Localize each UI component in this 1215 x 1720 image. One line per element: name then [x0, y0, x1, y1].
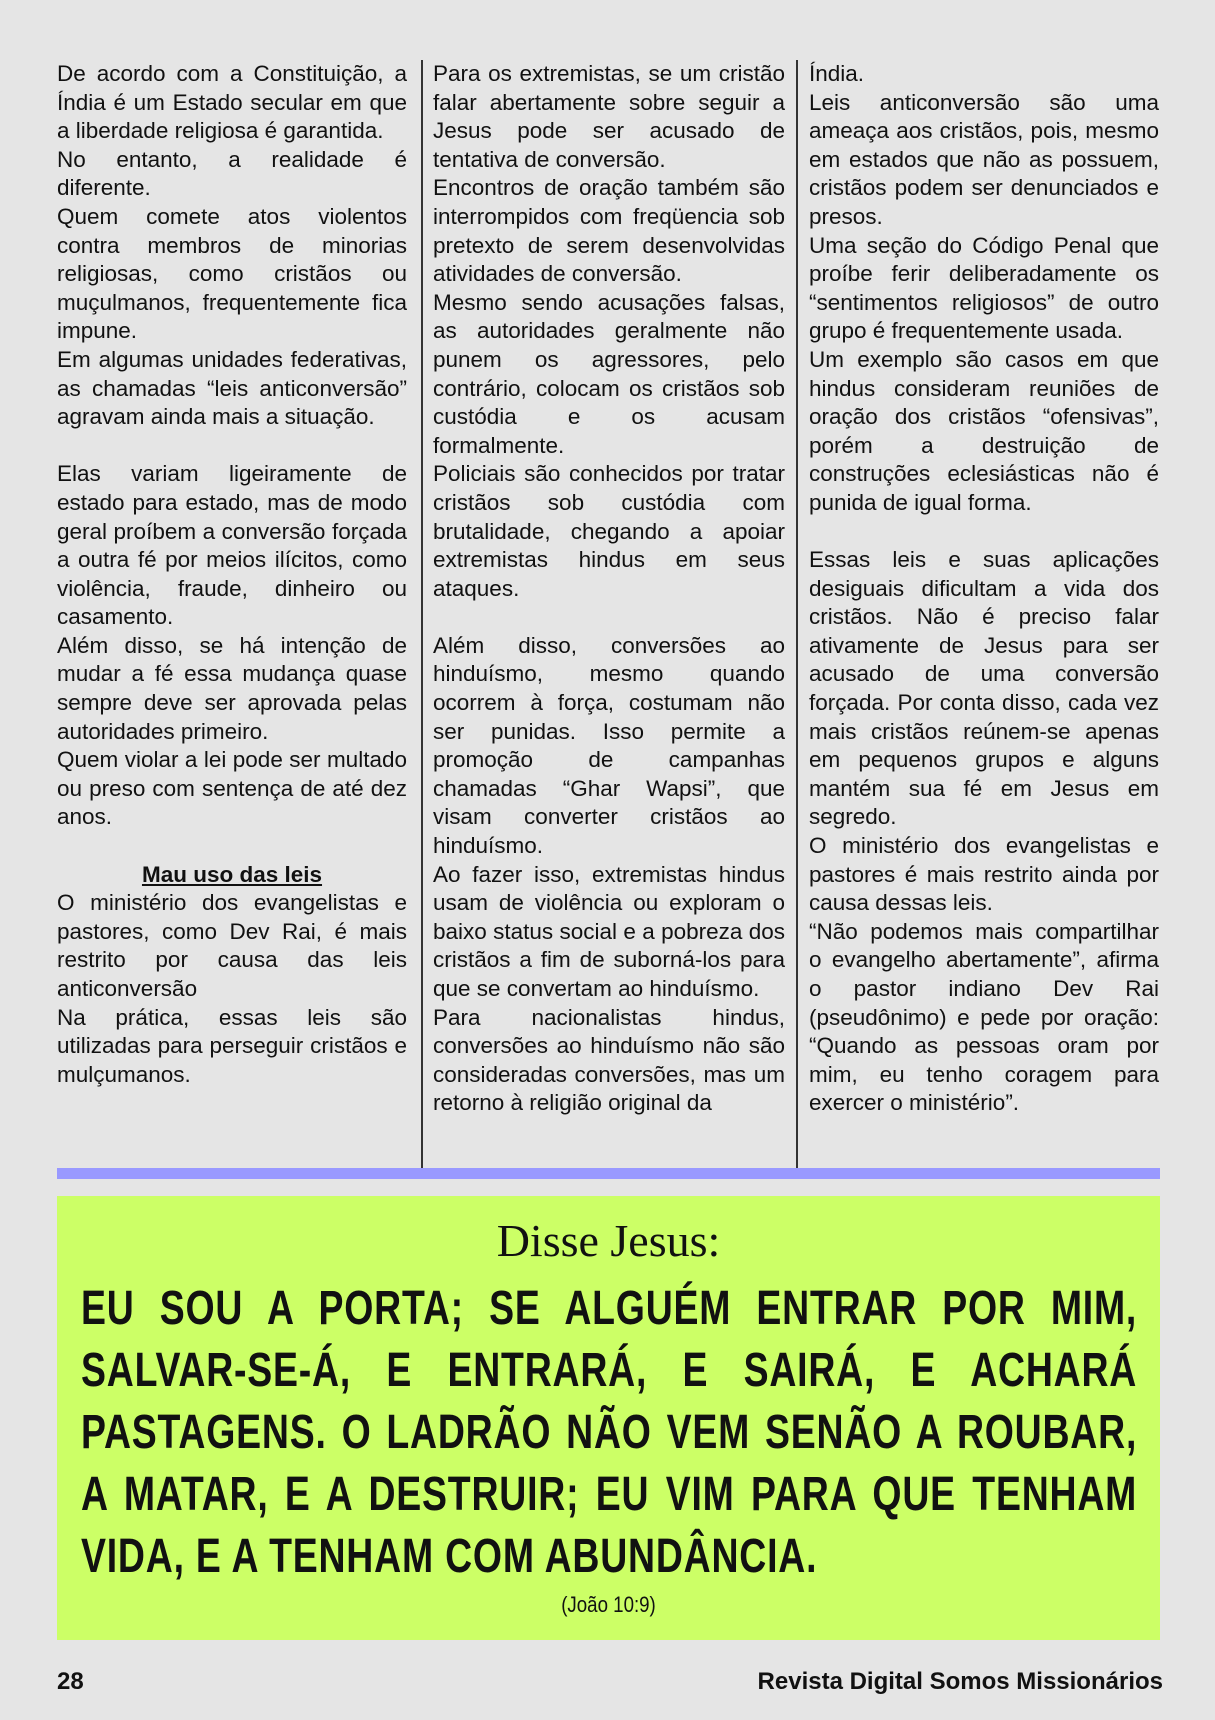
paragraph: Uma seção do Código Penal que proíbe ferir deliberadamente os “sentimentos religiosos” de outro grupo é frequentemente usada. — [809, 232, 1159, 344]
spacer — [57, 832, 407, 861]
verse-reference: (João 10:9) — [561, 1592, 656, 1617]
verse-title: Disse Jesus: — [496, 1215, 721, 1266]
paragraph: Em algumas unidades federativas, as chamadas “leis anticonversão” agravam ainda mais a situação. — [57, 346, 407, 430]
paragraph: Ao fazer isso, extremistas hindus usam de violência ou exploram o baixo status social e a pobreza dos cristãos a fim de suborná-los para que se convertam ao hinduísmo. — [433, 861, 785, 1001]
paragraph: Para nacionalistas hindus, conversões ao hinduísmo não são consideradas conversões, mas um retorno à religião original da — [433, 1004, 785, 1116]
magazine-title: Revista Digital Somos Missionários — [757, 1668, 1163, 1695]
page-number: 28 — [57, 1668, 84, 1695]
paragraph: Essas leis e suas aplicações desiguais dificultam a vida dos cristãos. Não é preciso falar ativamente de Jesus para ser acusado de uma conversão forçada. Por conta disso, cada vez mais cristãos reúnem-se apenas em pequenos grupos e alguns mantém sua fé em Jesus em segredo. — [809, 547, 1159, 830]
article-column-3 — [809, 60, 1159, 1118]
paragraph: Policiais são conhecidos por tratar cristãos sob custódia com brutalidade, chegando a apoiar extremistas hindus em seus ataques. — [433, 461, 785, 601]
paragraph: O ministério dos evangelistas e pastores é mais restrito ainda por causa dessas leis. — [809, 833, 1159, 916]
paragraph: Leis anticonversão são uma ameaça aos cristãos, pois, mesmo em estados que não as possuem, cristãos podem ser denunciados e presos. — [809, 89, 1159, 229]
section-subheading: Mau uso das leis — [141, 861, 323, 887]
paragraph: De acordo com a Constituição, a Índia é um Estado secular em que a liberdade religiosa é garantida. — [57, 61, 407, 144]
paragraph: Mesmo sendo acusações falsas, as autoridades geralmente não punem os agressores, pelo contrário, colocam os cristãos sob custódia e os acusam formalmente. — [433, 289, 785, 458]
paragraph: Na prática, essas leis são utilizadas para perseguir cristãos e mulçumanos. — [57, 1004, 407, 1087]
paragraph: O ministério dos evangelistas e pastores, como Dev Rai, é mais restrito por causa das leis anticonversão — [57, 890, 407, 1001]
paragraph: No entanto, a realidade é diferente. — [57, 146, 407, 201]
paragraph: Para os extremistas, se um cristão falar abertamente sobre seguir a Jesus pode ser acusado de tentativa de conversão. — [433, 61, 785, 172]
paragraph: “Não podemos mais compartilhar o evangelho abertamente”, afirma o pastor indiano Dev Rai (pseudônimo) e pede por oração: “Quando as pessoas oram por mim, eu tenho coragem para exercer o ministério”. — [809, 918, 1159, 1116]
paragraph: Quem violar a lei pode ser multado ou preso com sentença de até dez anos. — [57, 747, 407, 830]
spacer — [433, 603, 785, 632]
verse-text: EU SOU A PORTA; SE ALGUÉM ENTRAR POR MIM, SALVAR-SE-Á, E ENTRARÁ, E SAIRÁ, E ACHARÁ PASTAGENS. O LADRÃO NÃO VEM SENÃO A ROUBAR, A MATAR, E A DESTRUIR; EU VIM PARA QUE TENHAM VIDA, E A TENHAM COM ABUNDÂNCIA. — [81, 1282, 1138, 1583]
paragraph: Além disso, conversões ao hinduísmo, mesmo quando ocorrem à força, costumam não ser punidas. Isso permite a promoção de campanhas chamadas “Ghar Wapsi”, que visam converter cristãos ao hinduísmo. — [433, 632, 785, 859]
column-divider — [421, 60, 423, 1170]
paragraph: Encontros de oração também são interrompidos com freqüencia sob pretexto de serem desenvolvidas atividades de conversão. — [433, 175, 785, 287]
accent-bar — [57, 1168, 1160, 1179]
spacer — [809, 518, 1159, 547]
article-column-2 — [433, 60, 785, 1118]
column-divider — [796, 60, 798, 1170]
paragraph: Além disso, se há intenção de mudar a fé essa mudança quase sempre deve ser aprovada pelas autoridades primeiro. — [57, 632, 407, 744]
paragraph: Elas variam ligeiramente de estado para estado, mas de modo geral proíbem a conversão forçada a outra fé por meios ilícitos, como violência, fraude, dinheiro ou casamento. — [57, 461, 407, 630]
bible-verse-box — [57, 1196, 1160, 1640]
article-column-1 — [57, 60, 407, 1089]
paragraph: Índia. — [809, 61, 865, 86]
paragraph: Um exemplo são casos em que hindus consideram reuniões de oração dos cristãos “ofensivas”, porém a destruição de construções eclesiásticas não é punida de igual forma. — [809, 346, 1159, 515]
paragraph: Quem comete atos violentos contra membros de minorias religiosas, como cristãos ou muçulmanos, frequentemente fica impune. — [57, 203, 407, 344]
spacer — [57, 432, 407, 461]
